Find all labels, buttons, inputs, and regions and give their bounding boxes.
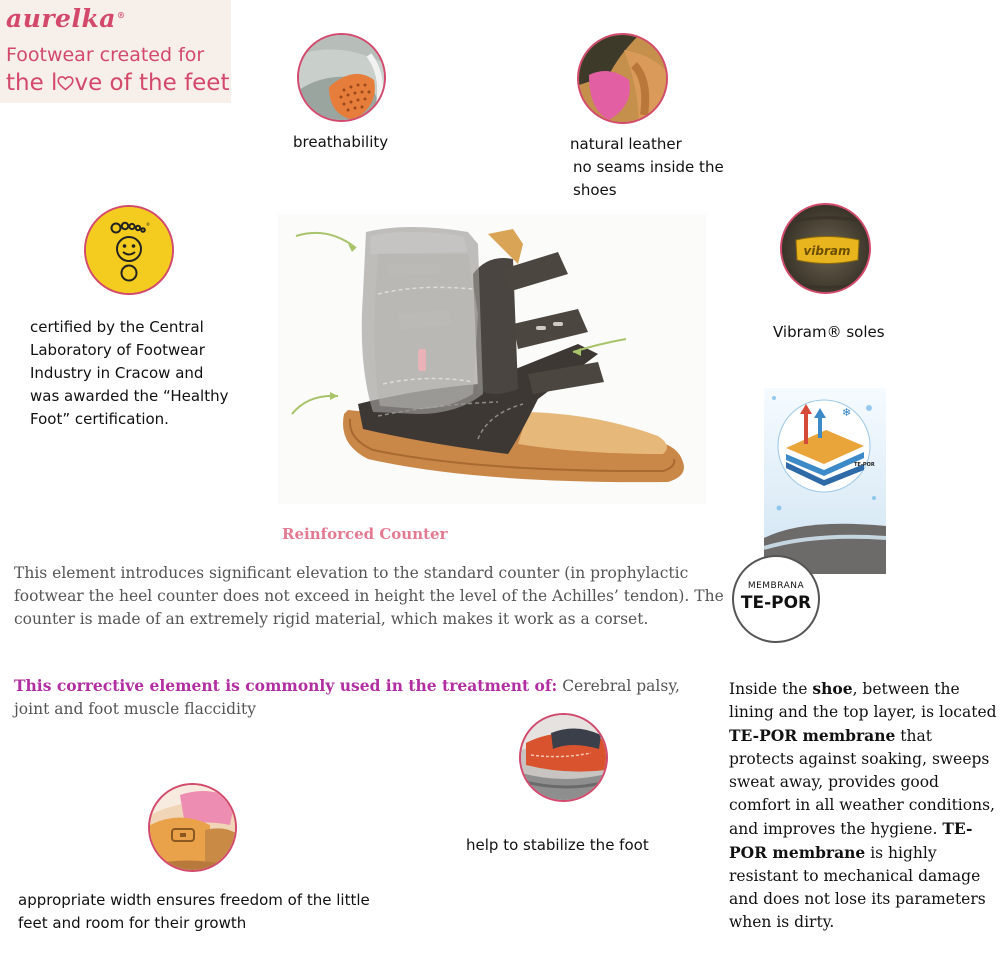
stabilize-label: help to stabilize the foot [466,836,649,854]
reinforced-counter-title: Reinforced Counter [282,525,448,543]
leather-label-line-2: no seams inside the [573,158,724,176]
leather-label-line-1: natural leather [570,135,682,153]
leather-image [577,33,668,124]
svg-text:TE-POR: TE-POR [854,462,875,468]
width-line-1: appropriate width ensures freedom of the little [18,891,370,909]
heart-icon [57,71,74,97]
leather-label-line-3: shoes [573,181,617,199]
brand-logo: aurelka® [6,4,126,33]
healthy-foot-badge [84,205,174,295]
breathability-image [297,33,386,122]
badge-line-2: TE-POR [740,593,812,613]
svg-text:vibram: vibram [803,244,851,258]
corrective-element-text [14,674,714,721]
certification-line-4: was awarded the “Healthy [30,387,229,405]
corrective-conditions: Cerebral palsy, joint and foot muscle flaccidity [14,677,680,718]
tagline-line-1: Footwear created for [6,44,205,66]
certification-line-3: Industry in Cracow and [30,364,204,382]
brand-block [0,0,231,103]
vibram-sole-image [780,203,871,294]
tagline-line-2: the l ve of the feet [6,70,230,96]
certification-text [30,316,228,431]
certification-line-2: Laboratory of Footwear [30,341,205,359]
leather-label [570,133,724,202]
svg-text:®: ® [146,222,150,227]
membrana-te-por-badge [732,555,820,643]
svg-text:❄: ❄ [842,406,852,419]
certification-line-1: certified by the Central [30,318,204,336]
corrective-lead: This corrective element is commonly used in the treatment of: [14,676,558,695]
badge-line-1: MEMBRANA [747,581,805,591]
certification-line-5: Foot” certification. [30,410,169,428]
width-line-2: feet and room for their growth [18,914,247,932]
reinforced-counter-shoe-image [278,214,706,504]
width-freedom-image [148,783,237,872]
width-freedom-text [18,889,370,935]
vibram-label: Vibram® soles [773,323,885,341]
healthy-foot-icon [86,207,174,295]
tepor-membrane-description: Inside the shoe, between the lining and the top layer, is located TE-POR membrane that protects against soaking, sweeps sweat away, provides good comfort in all weather conditions, and improves the hygiene. TE-POR membrane is highly resistant to mechanical damage and does not lose its parameters when is dirty. [729,679,997,931]
reinforced-counter-description: This element introduces significant elevation to the standard counter (in prophylactic footwear the heel counter does not exceed in height the level of the Achilles’ tendon). The counter is made of an extremely rigid material, which makes it work as a corset. [14,564,724,628]
breathability-label: breathability [293,133,389,151]
tepor-membrane-image [764,388,886,574]
stabilize-foot-image [519,713,608,802]
